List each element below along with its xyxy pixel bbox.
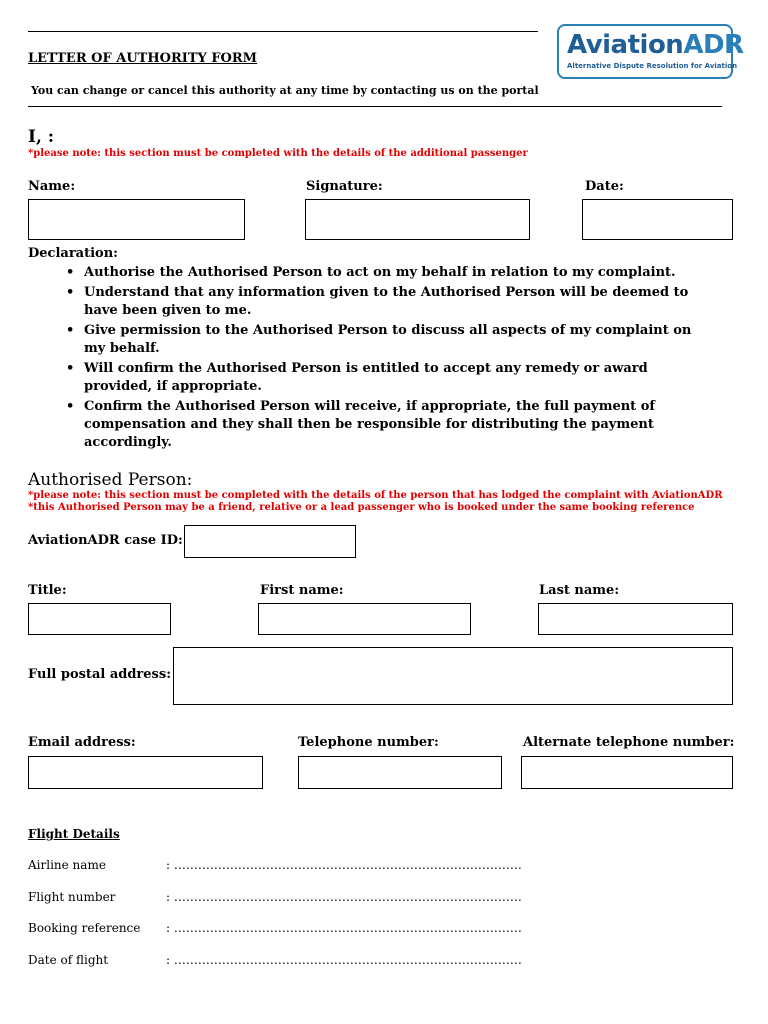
- first-name-label: First name:: [260, 583, 344, 598]
- logo-tagline: Alternative Dispute Resolution for Aviation: [567, 62, 738, 70]
- alt-telephone-field[interactable]: [521, 756, 733, 789]
- signature-field[interactable]: [305, 199, 530, 240]
- booking-reference-field[interactable]: : ……………………………………………………………………………: [166, 921, 522, 935]
- flight-number-label: Flight number: [28, 890, 116, 904]
- booking-reference-label: Booking reference: [28, 921, 141, 935]
- declaration-item: • Understand that any information given to the Authorised Person will be deemed to have been given to me.: [84, 284, 704, 320]
- logo-word-adr: ADR: [683, 30, 744, 60]
- declaration-item: • Will confirm the Authorised Person is entitled to accept any remedy or award provided, if appropriate.: [84, 360, 704, 396]
- date-field[interactable]: [582, 199, 733, 240]
- logo-wordmark: [567, 30, 744, 60]
- authorised-note-1: *please note: this section must be completed with the details of the person that has lodged the complaint with AviationADR: [28, 490, 723, 501]
- declaration-item: • Confirm the Authorised Person will receive, if appropriate, the full payment of compensation and they shall then be responsible for distributing the payment accordingly.: [84, 398, 704, 452]
- declaration-item: • Authorise the Authorised Person to act on my behalf in relation to my complaint.: [84, 264, 704, 282]
- date-label: Date:: [585, 179, 624, 194]
- last-name-field[interactable]: [538, 603, 733, 635]
- alt-telephone-label: Alternate telephone number:: [523, 735, 735, 750]
- date-of-flight-field[interactable]: : ……………………………………………………………………………: [166, 953, 522, 967]
- authorised-heading: Authorised Person:: [28, 470, 193, 490]
- name-label: Name:: [28, 179, 76, 194]
- telephone-label: Telephone number:: [298, 735, 439, 750]
- header-bottom-rule: [28, 106, 722, 107]
- authorised-note-2: *this Authorised Person may be a friend, relative or a lead passenger who is booked under the same booking reference: [28, 502, 695, 513]
- airline-name-field[interactable]: : ……………………………………………………………………………: [166, 858, 522, 872]
- case-id-field[interactable]: [184, 525, 356, 558]
- header-top-rule: [28, 31, 538, 32]
- email-label: Email address:: [28, 735, 136, 750]
- address-label: Full postal address:: [28, 667, 171, 682]
- name-field[interactable]: [28, 199, 245, 240]
- logo-word-aviation: Aviation: [567, 30, 684, 60]
- last-name-label: Last name:: [539, 583, 620, 598]
- declaration-heading: Declaration:: [28, 246, 118, 261]
- signature-label: Signature:: [306, 179, 383, 194]
- declaration-list: [28, 264, 704, 454]
- telephone-field[interactable]: [298, 756, 502, 789]
- airline-name-label: Airline name: [28, 858, 106, 872]
- passenger-heading: I, :: [28, 127, 55, 147]
- flight-details-heading: Flight Details: [28, 827, 120, 841]
- declaration-item: • Give permission to the Authorised Person to discuss all aspects of my complaint on my behalf.: [84, 322, 704, 358]
- title-label: Title:: [28, 583, 67, 598]
- date-of-flight-label: Date of flight: [28, 953, 109, 967]
- flight-number-field[interactable]: : ……………………………………………………………………………: [166, 890, 522, 904]
- passenger-note: *please note: this section must be completed with the details of the additional passenger: [28, 148, 528, 159]
- form-title: LETTER OF AUTHORITY FORM: [28, 51, 258, 66]
- title-field[interactable]: [28, 603, 171, 635]
- email-field[interactable]: [28, 756, 263, 789]
- case-id-label: AviationADR case ID:: [28, 533, 183, 548]
- aviationadr-logo: [557, 24, 744, 79]
- form-subtitle: You can change or cancel this authority at any time by contacting us on the portal: [31, 84, 539, 97]
- address-field[interactable]: [173, 647, 733, 705]
- first-name-field[interactable]: [258, 603, 471, 635]
